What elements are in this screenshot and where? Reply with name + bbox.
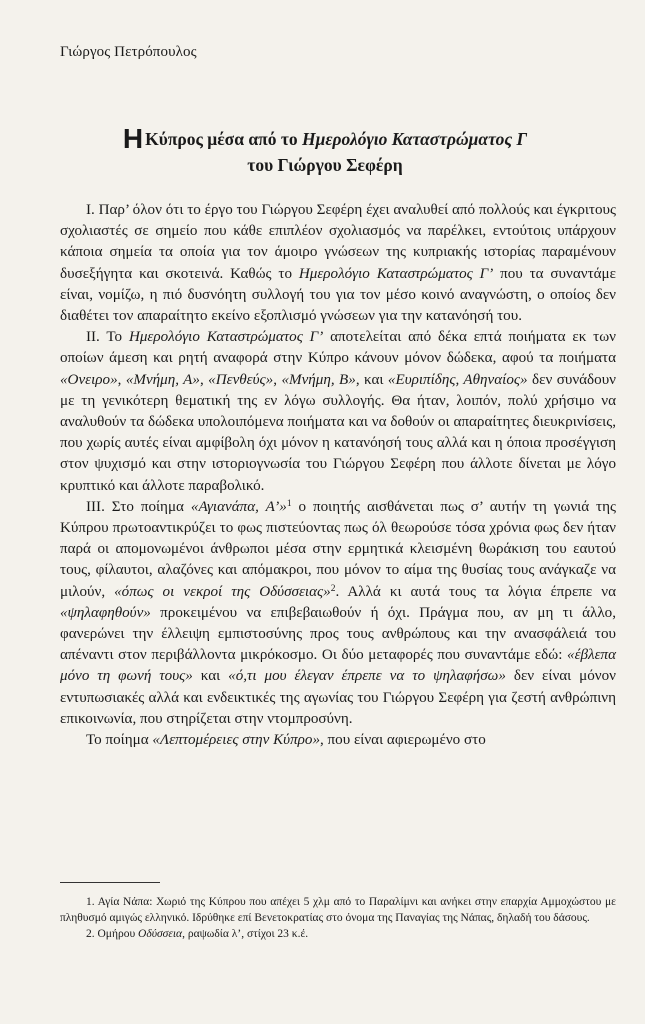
italic-run: Ημερολόγιο Καταστρώματος Γ’: [298, 265, 494, 282]
title-initial: Η: [122, 123, 144, 154]
footnote-divider: [60, 882, 160, 883]
footnote-1: 1. Αγία Νάπα: Χωριό της Κύπρου που απέχει 5 χλμ από το Παραλίμνι και ανήκει στην επαρχία Αμμοχώστου με πληθυσμό αμιγώς ελληνικό. Ιδρύθηκε επί Βενετοκρατίας στο όνομα της Παναγίας της Νάπας, δηλαδή του δάσους.: [60, 896, 616, 924]
text-run: , που είναι αφιερωμένο στο: [320, 732, 486, 749]
text-run: που τα συναντάμε είναι, νομίζω, η πιό δυσνόητη συλλογή του για τον μέσο κοινό αναγνώστη, ο οποίος δεν διαθέτει τον απαραίτητο εκείνο εξοπλισμό γνώσεων για την κατανόησή του.: [60, 265, 616, 325]
paragraph-2: [60, 327, 616, 497]
italic-run: «Πενθεύς»: [208, 371, 274, 388]
text-run: 2. Ομήρου: [86, 928, 139, 940]
article-title: [60, 123, 590, 178]
paragraph-4: [60, 730, 616, 751]
italic-run: «όπως οι νεκροί της Οδύσσειας»: [114, 583, 331, 600]
text-run: ,: [199, 371, 209, 388]
title-line-2: του Γιώργου Σεφέρη: [247, 155, 403, 175]
italic-run: «ψηλαφηθούν»: [60, 604, 151, 621]
title-italic: Ημερολόγιο Καταστρώματος Γ: [302, 129, 528, 149]
italic-run: «Μνήμη, Β»: [281, 371, 356, 388]
footnote-ref-1[interactable]: 1: [286, 498, 292, 509]
italic-run: «Μνήμη, Α»: [125, 371, 200, 388]
italic-run: Οδύσσεια: [138, 928, 183, 940]
text-run: αποτελείται από δέκα επτά ποιήματα εκ των οποίων άμεση και ρητή αναφορά στην Κύπρο κάνουν μόνον δώδεκα, αφού τα ποιήματα: [60, 329, 616, 367]
text-run: ,: [117, 371, 126, 388]
text-run: ο ποιητής αισθάνεται πως σ’ αυτήν τη γωνιά της Κύπρου πρωτοαντικρύζει το φως πιστεύοντας πως όλ θεωρούσε τόσα χρόνια φως δεν ήταν παρά οι απομονωμένοι άνθρωποι μέσα στην ερμητικά κλεισμένη θωράκιση του εαυτού τους, φίλαυτοι, αλαζόνες και απόμακροι, που μόνον το αίμα της θυσίας τους ανάγκαζε να μιλούν,: [60, 498, 616, 600]
text-run: και: [192, 668, 229, 685]
text-run: Το ποίημα: [86, 732, 153, 749]
italic-run: «Ευριπίδης, Αθηναίος»: [387, 371, 528, 388]
footnotes: [60, 894, 616, 942]
italic-run: «Ονειρο»: [60, 371, 118, 388]
text-run: ΙΙΙ. Στο ποίημα: [86, 498, 191, 515]
text-run: Ι. Παρ’ όλον ότι το έργο του Γιώργου Σεφέρη έχει αναλυθεί από πολλούς και έγκριτους σχολιαστές σε σημείο που κάθε επιπλέον σχολιασμός να παρέλκει, εντούτοις υπάρχουν κάποια σημεία τα οποία για τον άμοιρο γνώσεων της κυπριακής ιστορίας παραμένουν δυσεξήγητα και σκοτεινά. Καθώς το: [60, 202, 616, 282]
text-run: ,: [273, 371, 282, 388]
text-run: . Αλλά κι αυτά τους τα λόγια έπρεπε να: [335, 583, 616, 600]
text-run: , και: [355, 371, 388, 388]
footnote-2: [60, 926, 616, 942]
text-run: ΙΙ. Το: [86, 329, 129, 346]
footnote-ref-2[interactable]: 2: [330, 583, 336, 594]
italic-run: «Λεπτομέρειες στην Κύπρο»: [152, 732, 320, 749]
paragraph-1: [60, 200, 616, 327]
text-run: δεν είναι μόνον εντυπωσιακές αλλά και ενδεικτικές της αγωνίας του Γιώργου Σεφέρη για ζεστή ανθρώπινη επικοινωνία, που στηρίζεται στην ντομπροσύνη.: [60, 668, 617, 727]
running-head: Γιώργος Πετρόπουλος: [60, 44, 197, 60]
text-run: προκειμένου να επιβεβαιωθούν ή όχι. Πράγμα που, αν μη τι άλλο, φανερώνει την έλλειψη εμπιστοσύνης προς τους ανθρώπους και την ανασφάλειά του απέναντι στον περιβάλλοντα μικρόκοσμο. Οι δύο μεταφορές που συναντάμε εδώ:: [60, 604, 616, 664]
italic-run: «ό,τι μου έλεγαν έπρεπε να το ψηλαφήσω»: [228, 668, 506, 685]
paragraph-3: [60, 497, 616, 730]
title-text-1: Κύπρος μέσα από το: [145, 129, 303, 149]
article-body: [60, 200, 616, 751]
italic-run: «Αγιανάπα, Α’»: [190, 498, 287, 515]
text-run: δεν συνάδουν με τη γενικότερη θεματική της εν λόγω συλλογής. Θα ήταν, λοιπόν, πολύ χρήσιμο να αναλυθούν τα δώδεκα υπολοιπόμενα ποιήματα και να δοθούν οι απαραίτητες διευκρινίσεις, που χωρίς αυτές είναι αμφίβολη όχι μόνον η κατανόησή τους αλλά και η όποια προσέγγιση στον ψυχισμό και στην ιστοριογνωσία του Γιώργου Σεφέρη που άλλοτε δίνεται με λόγο κρυπτικό και άλλοτε παραβολικό.: [60, 371, 617, 494]
italic-run: Ημερολόγιο Καταστρώματος Γ’: [128, 329, 324, 346]
italic-run: «έβλεπα μόνο τη φωνή τους»: [60, 647, 616, 685]
text-run: , ραψωδία λ’, στίχοι 23 κ.έ.: [182, 928, 309, 940]
